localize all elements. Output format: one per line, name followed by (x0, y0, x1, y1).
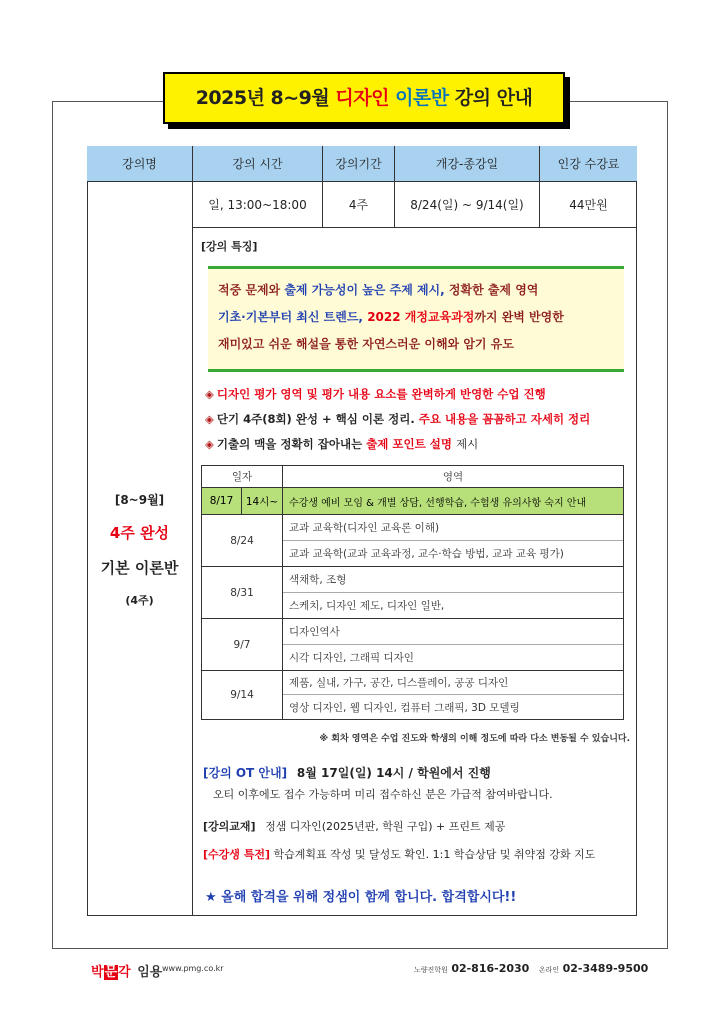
bullet-3c: 제시 (456, 437, 479, 451)
logo-part: 박 (91, 965, 104, 980)
bullet-1-text: 디자인 평가 영역 및 평가 내용 요소를 완벽하게 반영한 수업 진행 (216, 387, 546, 401)
feature-1a: 적중 문제와 (218, 283, 281, 297)
ot-date: 8/17 (202, 488, 242, 515)
course-complete: 4주 완성 (109, 523, 170, 542)
footer-site[interactable]: www.pmg.co.kr (162, 964, 224, 973)
header-time: 강의 시간 (193, 146, 323, 182)
header-dates: 개강-종강일 (395, 146, 540, 182)
bullet-3 (205, 436, 478, 452)
ot-text: 수강생 예비 모임 & 개별 상담, 선행학습, 수험생 유의사항 숙지 안내 (283, 488, 623, 515)
closing-message: ★ 올해 합격을 위해 정샘이 함께 합니다. 합격합시다!! (205, 890, 517, 905)
footer-logo (91, 961, 162, 980)
phone2: 02-3489-9500 (562, 962, 649, 975)
ot-info-text: 8월 17일(일) 14시 / 학원에서 진행 (296, 766, 491, 780)
schedule-date: 9/7 (202, 619, 283, 671)
feature-2c: 까지 완벽 반영한 (474, 310, 564, 324)
bullet-2b: 주요 내용을 꼼꼼하고 자세히 정리 (418, 412, 591, 426)
schedule-topic: 교과 교육학(교과 교육과정, 교수·학습 방법, 교과 교육 평가) (283, 541, 623, 567)
ot-info (203, 764, 491, 781)
phone2-label: 온라인 (538, 966, 560, 974)
bullet-3a: 기출의 맥을 정확히 잡아내는 (216, 437, 363, 451)
schedule-topic: 제품, 실내, 가구, 공간, 디스플레이, 공공 디자인 (283, 671, 623, 695)
page-title (163, 72, 565, 124)
course-weeks: (4주) (125, 593, 154, 607)
material-info (203, 818, 505, 834)
title-part3: 이론반 (395, 87, 449, 109)
schedule-date: 9/14 (202, 671, 283, 719)
logo-part: 임용 (137, 965, 163, 980)
schedule-date: 8/24 (202, 515, 283, 567)
title-part2: 디자인 (335, 87, 389, 109)
course-name-cell (87, 182, 193, 916)
schedule-note: ※ 회차 영역은 수업 진도와 학생의 이해 정도에 따라 다소 변동될 수 있습니다. (319, 734, 630, 744)
header-period: 강의기간 (323, 146, 395, 182)
value-time: 일, 13:00~18:00 (193, 182, 323, 228)
feature-2b: 2022 개정교육과정 (367, 310, 475, 324)
feature-line-1 (218, 281, 614, 298)
benefit-label: [수강생 특전] (203, 848, 271, 861)
header-course-name: 강의명 (87, 146, 193, 182)
feature-line-2 (218, 308, 614, 325)
schedule-topic: 교과 교육학(디자인 교육론 이해) (283, 515, 623, 541)
schedule-date: 8/31 (202, 567, 283, 619)
diamond-icon: ◈ (205, 437, 214, 451)
ot-time: 14시~ (242, 488, 283, 515)
benefit-text: 학습계획표 작성 및 달성도 확인. 1:1 학습상담 및 취약점 강화 지도 (273, 848, 596, 861)
benefit-info (203, 846, 595, 862)
phone1-label: 노량진학원 (414, 966, 448, 974)
schedule-topic: 영상 디자인, 웹 디자인, 컴퓨터 그래픽, 3D 모델링 (289, 701, 520, 714)
material-text: 정샘 디자인(2025년판, 학원 구입) + 프린트 제공 (265, 820, 506, 833)
bullet-1 (205, 386, 546, 402)
material-label: [강의교재] (203, 820, 256, 833)
schedule-topic: 디자인역사 (283, 619, 623, 645)
phone1: 02-816-2030 (451, 962, 530, 975)
feature-line-3: 재미있고 쉬운 해설을 통한 자연스러운 이해와 암기 유도 (218, 337, 514, 351)
schedule-topic: 시각 디자인, 그래픽 디자인 (283, 645, 623, 671)
value-dates: 8/24(일) ~ 9/14(일) (395, 182, 540, 228)
title-part4: 강의 안내 (454, 87, 533, 109)
header-fee: 인강 수강료 (540, 146, 637, 182)
ot-sub: 오티 이후에도 접수 가능하며 미리 접수하신 분은 가급적 참여바랍니다. (213, 788, 553, 801)
schedule-topic: 스케치, 디자인 제도, 디자인 일반, (283, 593, 623, 619)
bullet-2a: 단기 4주(8회) 완성 + 핵심 이론 정리. (216, 412, 415, 426)
schedule-table (201, 465, 624, 720)
diamond-icon: ◈ (205, 387, 214, 401)
title-part1: 2025년 8~9월 (195, 87, 330, 109)
features-box (208, 266, 624, 372)
bullet-3b: 출제 포인트 설명 (366, 437, 452, 451)
logo-part: 문 (104, 965, 118, 980)
feature-1c: 정확한 출제 영역 (448, 283, 539, 297)
features-label: [강의 특징] (201, 240, 258, 253)
value-fee: 44만원 (540, 182, 637, 228)
diamond-icon: ◈ (205, 412, 214, 426)
feature-1b: 출제 가능성이 높은 주제 제시, (284, 283, 445, 297)
course-month: [8~9월] (114, 492, 165, 507)
ot-label: [강의 OT 안내] (203, 766, 288, 780)
feature-2a: 기초·기본부터 최신 트렌드, (218, 310, 363, 324)
footer-phones (414, 962, 648, 975)
value-period: 4주 (323, 182, 395, 228)
bullet-2 (205, 411, 590, 427)
logo-part: 각 (118, 965, 131, 980)
footer (0, 961, 720, 981)
course-title: 기본 이론반 (100, 558, 179, 577)
schedule-header-area: 영역 (283, 466, 623, 488)
schedule-topic: 색채학, 조형 (283, 567, 623, 593)
schedule-header-date: 일자 (202, 466, 283, 488)
